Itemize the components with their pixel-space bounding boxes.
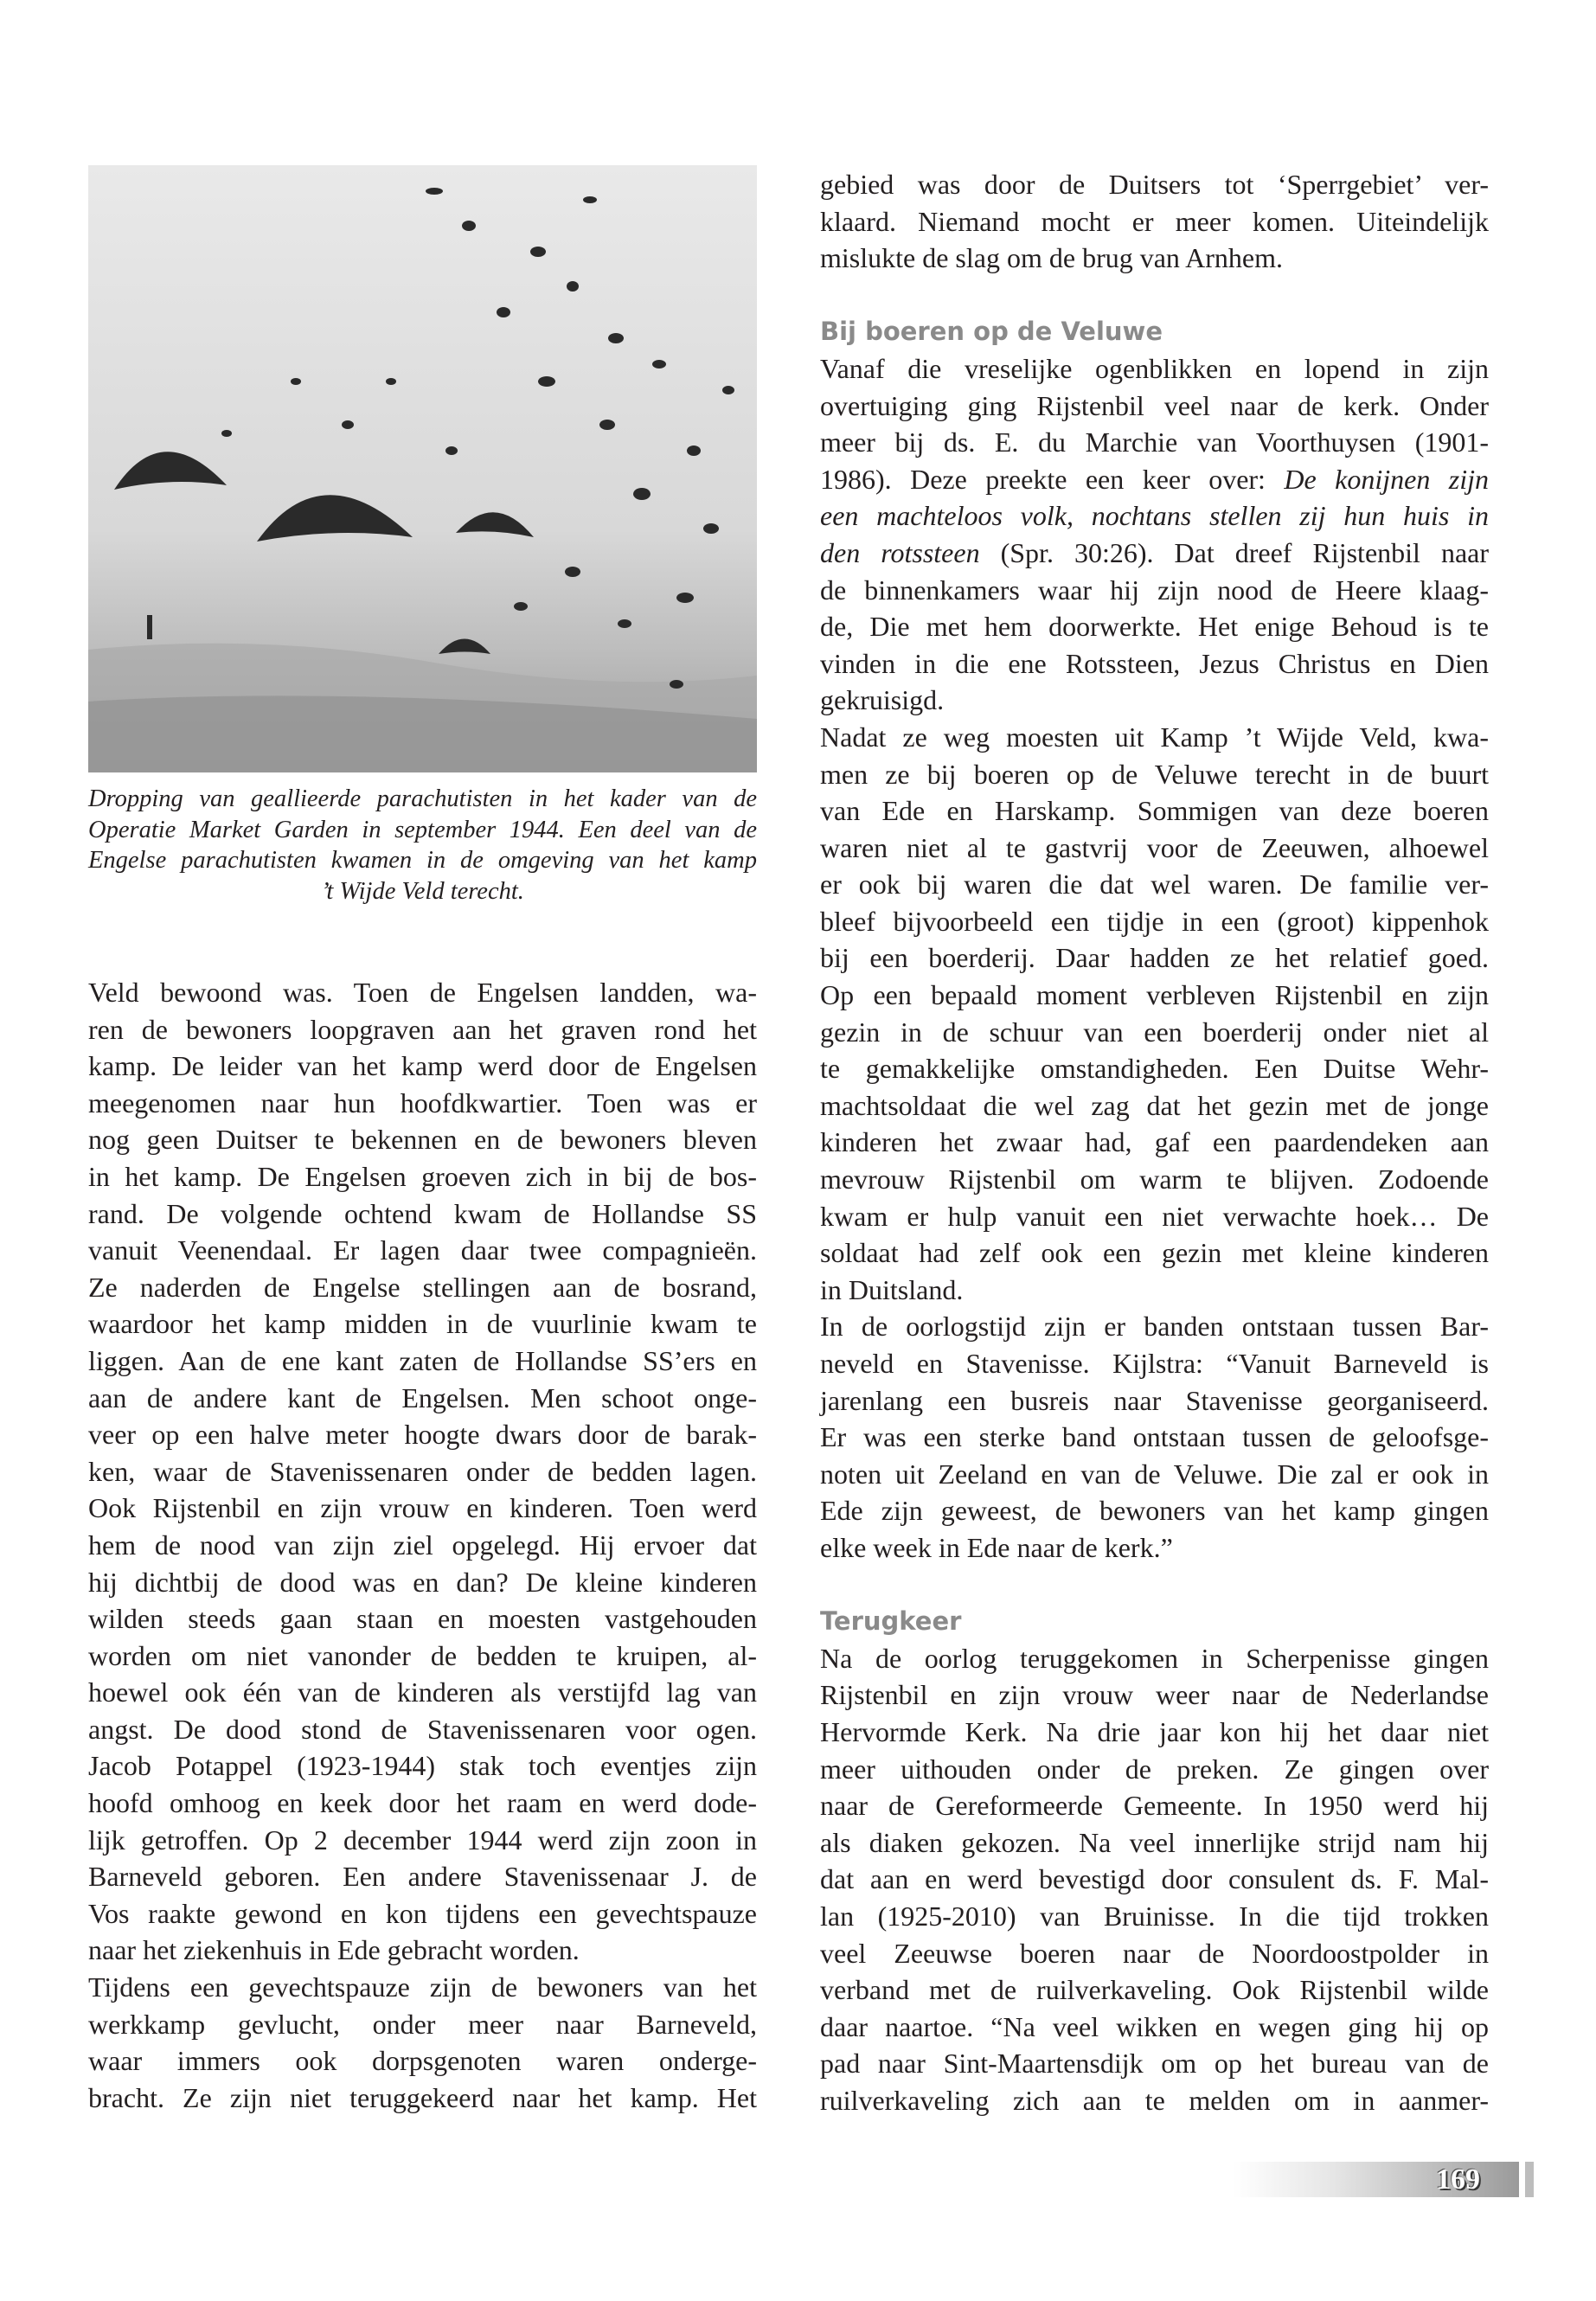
text-line: Jacob Potappel (1923-1944) stak toch eventjes zijn — [88, 1750, 757, 1782]
text-line: gezin in de schuur van een boerderij onder niet al — [820, 1016, 1489, 1048]
text-line: lan (1925-2010) van Bruinisse. In die tijd trokken — [820, 1900, 1489, 1932]
italic-quote: een machteloos volk, nochtans stellen zij hun huis in — [820, 500, 1489, 532]
blank-line — [820, 1567, 1489, 1604]
caption-line: ’t Wijde Veld terecht. — [321, 877, 524, 905]
text-line: werkkamp gevlucht, onder meer naar Barneveld, — [88, 2008, 757, 2040]
text-line: hoewel ook één van de kinderen als verstijfd lag van — [88, 1676, 757, 1708]
text-line: bij een boerderij. Daar hadden ze het relatief goed. — [820, 942, 1489, 974]
text-line: hij dichtbij de dood was en dan? De kleine kinderen — [88, 1566, 757, 1598]
text-line: naar de Gereformeerde Gemeente. In 1950 werd hij — [820, 1790, 1489, 1822]
text-line: meer bij ds. E. du Marchie van Voorthuysen (1901- — [820, 426, 1489, 458]
text-line: lijk getroffen. Op 2 december 1944 werd zijn zoon in — [88, 1823, 757, 1856]
text-line: men ze bij boeren op de Veluwe terecht in de buurt — [820, 758, 1489, 790]
text-line: elke week in Ede naar de kerk.” — [820, 1531, 1173, 1563]
text-line: nog geen Duitser te bekennen en de bewoners bleven — [88, 1124, 757, 1156]
text-line: Ook Rijstenbil en zijn vrouw en kinderen. Toen werd — [88, 1492, 757, 1524]
blank-line — [820, 277, 1489, 314]
text-line: ken, waar de Stavenissenaren onder de bedden lagen. — [88, 1455, 757, 1487]
text-line: Ede zijn geweest, de bewoners van het kamp gingen — [820, 1495, 1489, 1527]
caption-line: Operatie Market Garden in september 1944. Een deel van de — [88, 816, 757, 843]
text-line: worden om niet vanonder de bedden te kruipen, al- — [88, 1639, 757, 1671]
text-line: de binnenkamers waar hij zijn nood de Heere klaag- — [820, 574, 1489, 606]
text-line: vanuit Veenendaal. Er lagen daar twee compagnieën. — [88, 1234, 757, 1266]
text-line: mevrouw Rijstenbil om warm te blijven. Zodoende — [820, 1163, 1489, 1195]
text-line: hoofd omhoog en keek door het raam en werd dode- — [88, 1787, 757, 1819]
text-line: in Duitsland. — [820, 1273, 964, 1305]
text-line: aan de andere kant de Engelsen. Men schoot onge- — [88, 1381, 757, 1413]
text-line: soldaat had zelf ook een gezin met kleine kinderen — [820, 1237, 1489, 1269]
text-line: te gemakkelijke omstandigheden. Een Duitse Wehr- — [820, 1053, 1489, 1085]
text-line: waardoor het kamp midden in de vuurlinie kwam te — [88, 1308, 757, 1340]
text-line: Rijstenbil en zijn vrouw weer naar de Nederlandse — [820, 1679, 1489, 1711]
text-line: pad naar Sint-Maartensdijk om op het bureau van de — [820, 2048, 1489, 2080]
parachute-drop-photo — [88, 165, 757, 772]
text-line: rand. De volgende ochtend kwam de Hollandse SS — [88, 1197, 757, 1229]
text-line: In de oorlogstijd zijn er banden ontstaan tussen Bar- — [820, 1311, 1489, 1343]
text-line: gekruisigd. — [820, 684, 945, 716]
text-line: mislukte de slag om de brug van Arnhem. — [820, 242, 1284, 274]
text-line: noten uit Zeeland en van de Veluwe. Die zal er ook in — [820, 1458, 1489, 1490]
text-line: daar naartoe. “Na veel wikken en wegen ging hij op — [820, 2010, 1489, 2042]
text-line: ren de bewoners loopgraven aan het graven rond het — [88, 1013, 757, 1045]
text-line: Op een bepaald moment verbleven Rijstenbil en zijn — [820, 979, 1489, 1011]
text-line: jarenlang een busreis naar Stavenisse georganiseerd. — [820, 1384, 1489, 1416]
text-line: hem de nood van zijn ziel opgelegd. Hij ervoer dat — [88, 1529, 757, 1561]
text-line: vinden in die ene Rotssteen, Jezus Christus en Dien — [820, 647, 1489, 679]
italic-quote: De konijnen zijn — [1284, 463, 1490, 495]
text-line — [820, 535, 1489, 572]
italic-quote: den rotssteen — [820, 536, 980, 568]
text-line: veel Zeeuwse boeren naar de Noordoostpolder in — [820, 1937, 1489, 1969]
text-line: kinderen het zwaar had, gaf een paardendeken aan — [820, 1126, 1489, 1158]
text-line: er ook bij waren die dat wel waren. De familie ver- — [820, 868, 1489, 901]
text-line — [820, 497, 1489, 535]
text-line: gebied was door de Duitsers tot ‘Sperrgebiet’ ver- — [820, 169, 1489, 200]
text-line: Tijdens een gevechtspauze zijn de bewoners van het — [88, 1971, 757, 2003]
text-line — [820, 461, 1489, 498]
text-line: veer op een halve meter hoogte dwars door de barak- — [88, 1419, 757, 1451]
page-number-tab — [1525, 2162, 1534, 2197]
text-line: Er was een sterke band ontstaan tussen de geloofsge- — [820, 1421, 1489, 1453]
text-line: Vanaf die vreselijke ogenblikken en lopend in zijn — [820, 352, 1489, 384]
text-line: van Ede en Harskamp. Sommigen van deze boeren — [820, 795, 1489, 827]
text-line: ruilverkaveling zich aan te melden om in aanmer- — [820, 2084, 1489, 2116]
text-line: in het kamp. De Engelsen groeven zich in bij de bos- — [88, 1160, 757, 1192]
right-text-column — [820, 166, 1489, 2118]
text-line: klaard. Niemand mocht er meer komen. Uiteindelijk — [820, 205, 1489, 237]
section-heading: Bij boeren op de Veluwe — [820, 317, 1163, 347]
text-segment: 1986). Deze preekte een keer over: — [820, 463, 1285, 495]
text-line: overtuiging ging Rijstenbil veel naar de kerk. Onder — [820, 389, 1489, 421]
page-number: 169 — [1436, 2163, 1480, 2195]
text-line: neveld en Stavenisse. Kijlstra: “Vanuit Barneveld is — [820, 1348, 1489, 1379]
text-line: meer uithouden onder de preken. Ze gingen over — [820, 1753, 1489, 1785]
text-line: meegenomen naar hun hoofdkwartier. Toen was er — [88, 1086, 757, 1118]
text-line: waren niet al te gastvrij voor de Zeeuwen, alhoewel — [820, 831, 1489, 863]
text-line: verband met de ruilverkaveling. Ook Rijstenbil wilde — [820, 1974, 1489, 2006]
text-line: dat aan en werd bevestigd door consulent ds. F. Mal- — [820, 1863, 1489, 1895]
text-line: angst. De dood stond de Stavenissenaren voor ogen. — [88, 1713, 757, 1745]
caption-line: Engelse parachutisten kwamen in de omgeving van het kamp — [88, 847, 757, 874]
text-line: Veld bewoond was. Toen de Engelsen landden, wa- — [88, 977, 757, 1008]
text-line: naar het ziekenhuis in Ede gebracht worden. — [88, 1934, 580, 1966]
text-line: kamp. De leider van het kamp werd door de Engelsen — [88, 1050, 757, 1082]
text-line: kwam er hulp vanuit een niet verwachte hoek… De — [820, 1200, 1489, 1232]
text-line: als diaken gekozen. Na veel innerlijke strijd nam hij — [820, 1826, 1489, 1858]
photo-caption — [88, 784, 757, 907]
text-line: bleef bijvoorbeeld een tijdje in een (groot) kippenhok — [820, 905, 1489, 937]
text-line: Hervormde Kerk. Na drie jaar kon hij het daar niet — [820, 1715, 1489, 1747]
text-line: machtsoldaat die wel zag dat het gezin met de jonge — [820, 1089, 1489, 1121]
text-line: de, Die met hem doorwerkte. Het enige Behoud is te — [820, 611, 1489, 643]
text-line: wilden steeds gaan staan en moesten vastgehouden — [88, 1603, 757, 1635]
text-line: liggen. Aan de ene kant zaten de Hollandse SS’ers en — [88, 1344, 757, 1376]
text-line: waar immers ook dorpsgenoten waren onderge- — [88, 2045, 757, 2077]
caption-line: Dropping van geallieerde parachutisten in het kader van de — [88, 785, 757, 812]
text-line: Barneveld geboren. Een andere Stavenissenaar J. de — [88, 1861, 757, 1893]
section-heading: Terugkeer — [820, 1606, 962, 1637]
text-line: Ze naderden de Engelse stellingen aan de bosrand, — [88, 1271, 757, 1303]
left-text-column — [88, 974, 757, 2116]
text-line: bracht. Ze zijn niet teruggekeerd naar het kamp. Het — [88, 2081, 757, 2113]
text-line: Na de oorlog teruggekomen in Scherpenisse gingen — [820, 1642, 1489, 1674]
text-segment: (Spr. 30:26). Dat dreef Rijstenbil naar — [979, 536, 1489, 568]
text-line: Nadat ze weg moesten uit Kamp ’t Wijde Veld, kwa- — [820, 721, 1489, 753]
text-line: Vos raakte gewond en kon tijdens een gevechtspauze — [88, 1897, 757, 1929]
